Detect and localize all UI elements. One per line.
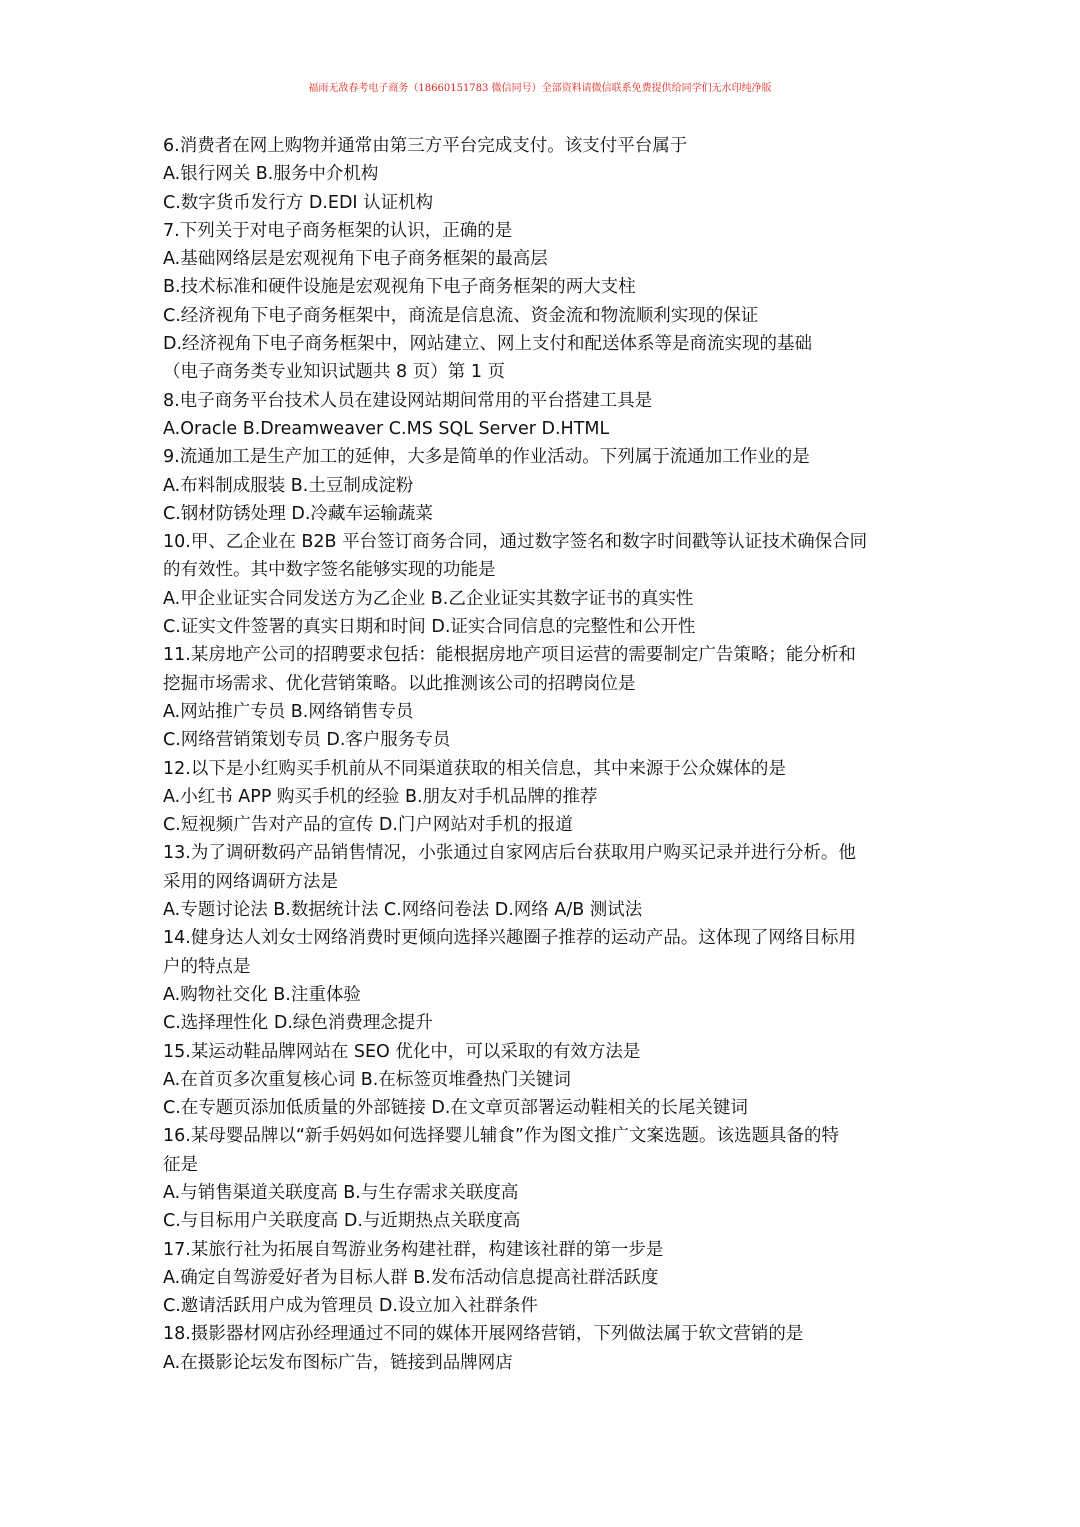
page-footer-note: （电子商务类专业知识试题共 8 页）第 1 页 (163, 362, 506, 383)
text-line: C.短视频广告对产品的宣传 D.门户网站对手机的报道 (163, 815, 573, 836)
text-line: C.邀请活跃用户成为管理员 D.设立加入社群条件 (163, 1296, 538, 1317)
text-line: 7.下列关于对电子商务框架的认识，正确的是 (163, 220, 513, 241)
text-line: C.经济视角下电子商务框架中，商流是信息流、资金流和物流顺利实现的保证 (163, 305, 759, 326)
text-line: C.与目标用户关联度高 D.与近期热点关联度高 (163, 1211, 521, 1232)
text-line: 12.以下是小红购买手机前从不同渠道获取的相关信息，其中来源于公众媒体的是 (163, 758, 786, 779)
text-line: 13.为了调研数码产品销售情况，小张通过自家网店后台获取用户购买记录并进行分析。他 (163, 843, 856, 864)
text-line: A.购物社交化 B.注重体验 (163, 984, 361, 1005)
text-line: 14.健身达人刘女士网络消费时更倾向选择兴趣圈子推荐的运动产品。这体现了网络目标用 (163, 928, 856, 949)
text-line: A.与销售渠道关联度高 B.与生存需求关联度高 (163, 1182, 519, 1203)
text-line: 8.电子商务平台技术人员在建设网站期间常用的平台搭建工具是 (163, 390, 653, 411)
text-line: A.布料制成服装 B.土豆制成淀粉 (163, 475, 414, 496)
text-line: 征是 (163, 1154, 198, 1175)
watermark-header: 福雨无敌春考电子商务（18660151783 微信同号）全部资料请微信联系免费提供给同学们无水印纯净版 (308, 83, 772, 94)
text-line: A.小红书 APP 购买手机的经验 B.朋友对手机品牌的推荐 (163, 786, 598, 807)
text-line: A.专题讨论法 B.数据统计法 C.网络问卷法 D.网络 A/B 测试法 (163, 900, 643, 921)
exam-text (163, 132, 933, 1377)
text-line: C.数字货币发行方 D.EDI 认证机构 (163, 192, 434, 213)
text-line: A.确定自驾游爱好者为目标人群 B.发布活动信息提高社群活跃度 (163, 1267, 659, 1288)
text-line: A.在首页多次重复核心词 B.在标签页堆叠热门关键词 (163, 1069, 571, 1090)
text-line: 挖掘市场需求、优化营销策略。以此推测该公司的招聘岗位是 (163, 673, 636, 694)
text-line: 的有效性。其中数字签名能够实现的功能是 (163, 560, 496, 581)
text-line: 采用的网络调研方法是 (163, 871, 338, 892)
text-line: C.钢材防锈处理 D.冷藏车运输蔬菜 (163, 503, 433, 524)
text-line: 17.某旅行社为拓展自驾游业务构建社群，构建该社群的第一步是 (163, 1239, 664, 1260)
text-line: A.在摄影论坛发布图标广告，链接到品牌网店 (163, 1352, 513, 1373)
text-line: C.选择理性化 D.绿色消费理念提升 (163, 1013, 433, 1034)
text-line: C.证实文件签署的真实日期和时间 D.证实合同信息的完整性和公开性 (163, 617, 696, 638)
text-line: A.网站推广专员 B.网络销售专员 (163, 701, 414, 722)
text-line: 15.某运动鞋品牌网站在 SEO 优化中，可以采取的有效方法是 (163, 1041, 641, 1062)
text-line: B.技术标准和硬件设施是宏观视角下电子商务框架的两大支柱 (163, 277, 636, 298)
text-line: C.在专题页添加低质量的外部链接 D.在文章页部署运动鞋相关的长尾关键词 (163, 1098, 748, 1119)
text-line: A.甲企业证实合同发送方为乙企业 B.乙企业证实其数字证书的真实性 (163, 588, 694, 609)
text-line: 户的特点是 (163, 956, 251, 977)
text-line: A.基础网络层是宏观视角下电子商务框架的最高层 (163, 249, 548, 270)
text-line: 9.流通加工是生产加工的延伸，大多是简单的作业活动。下列属于流通加工作业的是 (163, 447, 810, 468)
text-line: 18.摄影器材网店孙经理通过不同的媒体开展网络营销，下列做法属于软文营销的是 (163, 1324, 804, 1345)
text-line: 16.某母婴品牌以“新手妈妈如何选择婴儿辅食”作为图文推广文案选题。该选题具备的特 (163, 1126, 839, 1147)
text-line: D.经济视角下电子商务框架中，网站建立、网上支付和配送体系等是商流实现的基础 (163, 334, 813, 355)
text-line: 10.甲、乙企业在 B2B 平台签订商务合同，通过数字签名和数字时间戳等认证技术确保合同 (163, 532, 868, 553)
text-line: A.银行网关 B.服务中介机构 (163, 164, 379, 185)
text-line: C.网络营销策划专员 D.客户服务专员 (163, 730, 451, 751)
text-line: 11.某房地产公司的招聘要求包括：能根据房地产项目运营的需要制定广告策略；能分析和 (163, 645, 856, 666)
text-line: 6.消费者在网上购物并通常由第三方平台完成支付。该支付平台属于 (163, 136, 688, 156)
text-line: A.Oracle B.Dreamweaver C.MS SQL Server D.HTML (163, 418, 610, 439)
